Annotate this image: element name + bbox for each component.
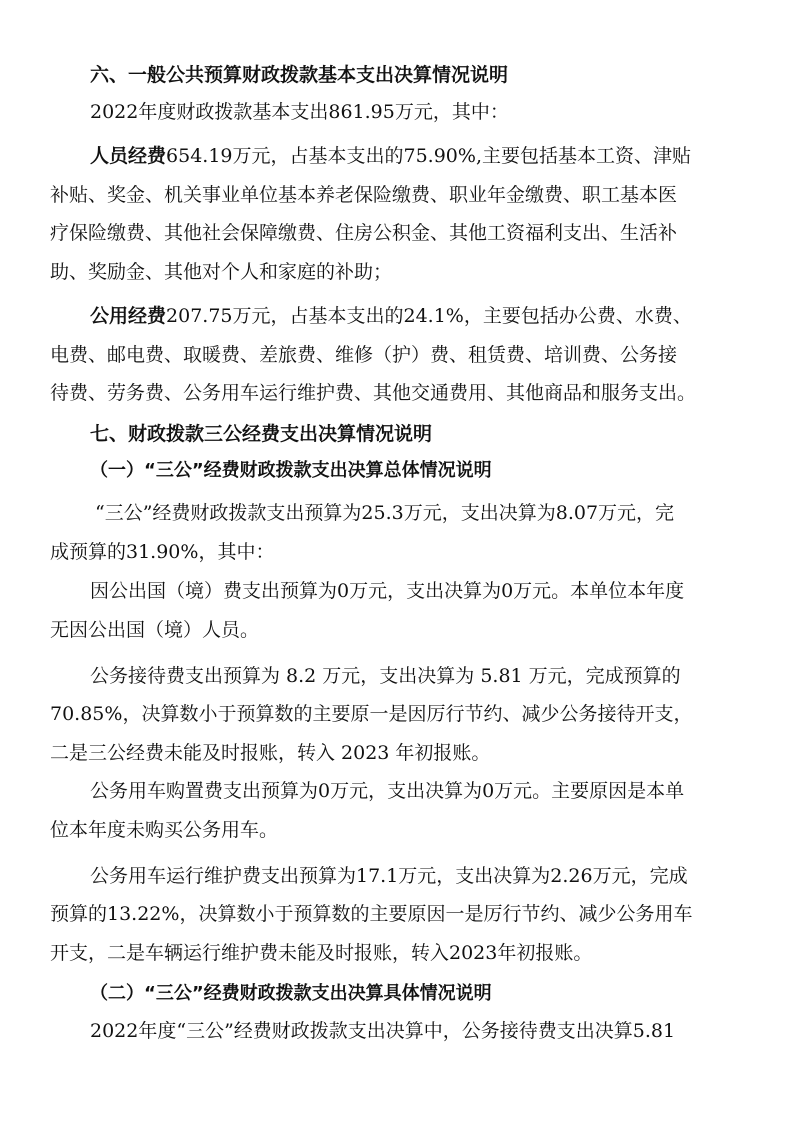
paragraph-line: 预算的13.22%，决算数小于预算数的主要原因一是厉行节约、减少公务用车 <box>50 903 693 925</box>
paragraph-line <box>90 144 691 168</box>
paragraph-line: 电费、邮电费、取暖费、差旅费、维修（护）费、租赁费、培训费、公务接 <box>50 344 678 366</box>
paragraph-line: 成预算的31.90%，其中： <box>50 541 275 563</box>
paragraph-line <box>90 304 692 328</box>
paragraph-line: 70.85%，决算数小于预算数的主要原一是因厉行节约、减少公务接待开支， <box>50 703 693 725</box>
paragraph-line: 助、奖励金、其他对个人和家庭的补助； <box>50 261 393 283</box>
public-expense-label: 公用经费 <box>90 305 167 327</box>
paragraph-line: 因公出国（境）费支出预算为0万元，支出决算为0万元。本单位本年度 <box>90 580 685 602</box>
paragraph-line: 2022年度“三公”经费财政拨款支出决算中，公务接待费支出决算5.81 <box>90 1020 676 1042</box>
paragraph-line: 疗保险缴费、其他社会保障缴费、住房公积金、其他工资福利支出、生活补 <box>50 222 678 244</box>
paragraph-line: 无因公出国（境）人员。 <box>50 619 260 641</box>
paragraph-line: 公务用车购置费支出预算为0万元，支出决算为0万元。主要原因是本单 <box>90 780 685 802</box>
paragraph-line: 开支，二是车辆运行维护费未能及时报账，转入2023年初报账。 <box>50 942 593 964</box>
paragraph-line: 位本年度未购买公务用车。 <box>50 819 279 841</box>
paragraph-text: 654.19万元，占基本支出的75.90%,主要包括基本工资、津贴 <box>166 145 691 167</box>
paragraph-line: 补贴、奖金、机关事业单位基本养老保险缴费、职业年金缴费、职工基本医 <box>50 184 678 206</box>
subsection-2-heading: （二）“三公”经费财政拨款支出决算具体情况说明 <box>90 983 492 1004</box>
paragraph-line: 二是三公经费未能及时报账，转入 2023 年初报账。 <box>50 742 491 764</box>
section-7-heading: 七、财政拨款三公经费支出决算情况说明 <box>90 423 433 445</box>
paragraph-line: 待费、劳务费、公务用车运行维护费、其他交通费用、其他商品和服务支出。 <box>50 382 697 404</box>
section-6-heading: 六、一般公共预算财政拨款基本支出决算情况说明 <box>90 64 509 86</box>
paragraph-text: 207.75万元，占基本支出的24.1%，主要包括办公费、水费、 <box>166 305 692 327</box>
paragraph-line: 公务用车运行维护费支出预算为17.1万元，支出决算为2.26万元，完成 <box>90 865 688 887</box>
subsection-1-heading: （一）“三公”经费财政拨款支出决算总体情况说明 <box>90 460 492 481</box>
paragraph-line: 2022年度财政拨款基本支出861.95万元，其中： <box>90 101 509 123</box>
paragraph-line: 公务接待费支出预算为 8.2 万元，支出决算为 5.81 万元，完成预算的 <box>90 665 681 687</box>
personnel-expense-label: 人员经费 <box>90 145 167 167</box>
paragraph-line: “三公”经费财政拨款支出预算为25.3万元，支出决算为8.07万元，完 <box>95 502 675 524</box>
